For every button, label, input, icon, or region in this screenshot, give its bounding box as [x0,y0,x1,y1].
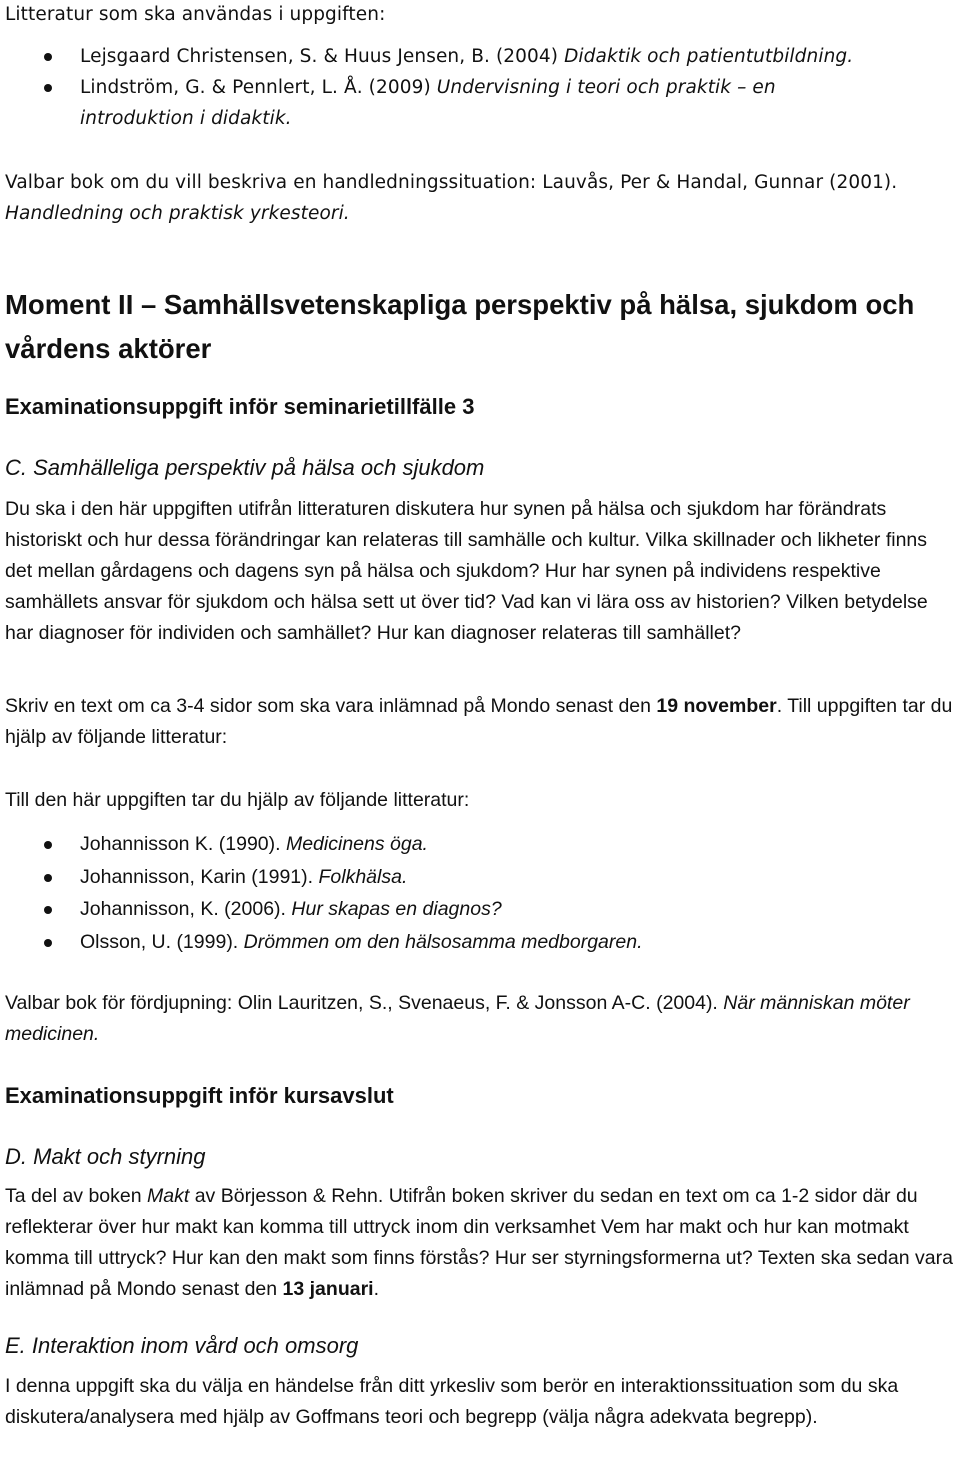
list-item: Olsson, U. (1999). Drömmen om den hälsosamma medborgaren. [5,926,905,959]
list-item: Johannisson, K. (2006). Hur skapas en diagnos? [5,893,905,926]
task-c-title: C. Samhälleliga perspektiv på hälsa och sjukdom [5,455,485,480]
list-item: Johannisson, Karin (1991). Folkhälsa. [5,861,905,894]
moment-title: Moment II – Samhällsvetenskapliga perspektiv på hälsa, sjukdom och vårdens aktörer [5,289,915,364]
list-item: Lejsgaard Christensen, S. & Huus Jensen, B. (2004) Didaktik och patientutbildning. [5,41,875,72]
task-e-title: E. Interaktion inom vård och omsorg [5,1333,359,1358]
intro-book-list [5,41,875,134]
list-item: Johannisson K. (1990). Medicinens öga. [5,828,905,861]
deepening-book: Valbar bok för fördjupning: Olin Lauritzen, S., Svenaeus, F. & Jonsson A-C. (2004). När människan möter medicinen. [5,992,910,1045]
intro-heading: Litteratur som ska användas i uppgiften: [5,4,386,25]
final-heading: Examinationsuppgift inför kursavslut [5,1083,394,1108]
list-item: Lindström, G. & Pennlert, L. Å. (2009) Undervisning i teori och praktik – en introduktion i didaktik. [5,72,875,134]
optional-book: Valbar bok om du vill beskriva en handledningssituation: Lauvås, Per & Handal, Gunnar (2001). Handledning och praktisk yrkesteori. [5,172,898,224]
task-c-text: Du ska i den här uppgiften utifrån litteraturen diskutera hur synen på hälsa och sjukdom har förändrats historiskt och hur dessa förändringar kan relateras till samhälle och kultur. Vilka skillnader och likheter finns det mellan gårdagens och dagens syn på hälsa och sjukdom? Hur har synen på individens respektive samhällets ansvar för sjukdom och hälsa sett ut över tid? Vad kan vi lära oss av historien? Vilken betydelse har diagnoser för individen och samhället? Hur kan diagnoser relateras till samhället? [5,498,928,644]
seminar-heading: Examinationsuppgift inför seminarietillfälle 3 [5,394,475,419]
literature-heading: Till den här uppgiften tar du hjälp av följande litteratur: [5,789,470,811]
write-instruction: Skriv en text om ca 3-4 sidor som ska vara inlämnad på Mondo senast den 19 november. Till uppgiften tar du hjälp av följande litteratur: [5,695,953,748]
literature-list [5,828,905,958]
task-d-title: D. Makt och styrning [5,1144,206,1169]
task-d-text: Ta del av boken Makt av Börjesson & Rehn. Utifrån boken skriver du sedan en text om ca 1-2 sidor där du reflekterar över hur makt kan komma till uttryck inom din verksamhet Vem har makt och hur kan motmakt komma till uttryck? Hur kan den makt som finns förstås? Hur ser styrningsformerna ut? Texten ska sedan vara inlämnad på Mondo senast den 13 januari. [5,1185,953,1300]
task-e-text: I denna uppgift ska du välja en händelse från ditt yrkesliv som berör en interaktionssituation som du ska diskutera/analysera med hjälp av Goffmans teori och begrepp (välja några adekvata begrepp). [5,1375,899,1428]
